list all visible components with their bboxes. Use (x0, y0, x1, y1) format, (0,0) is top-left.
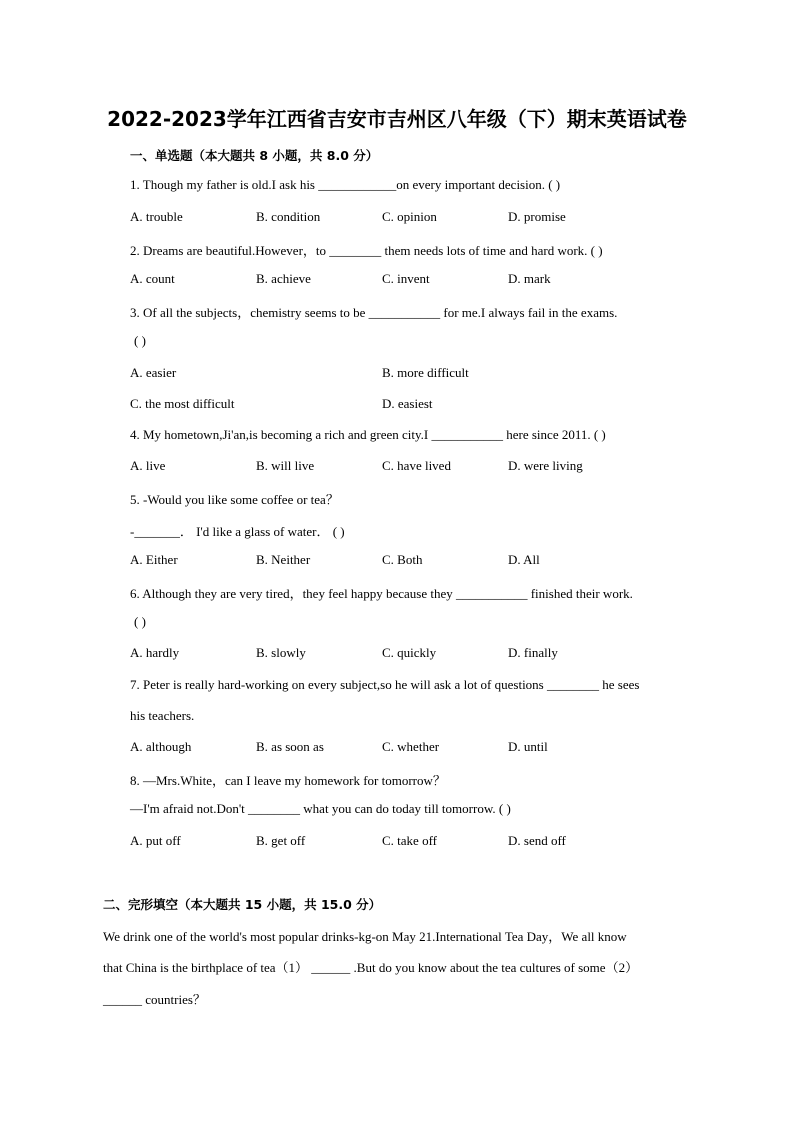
question-2-option-a: A. count (130, 271, 175, 286)
question-4-stem: 4. My hometown,Ji'an,is becoming a rich and green city.I ___________ here since 2011. ( ) (130, 427, 606, 442)
question-6-option-c: C. quickly (382, 645, 437, 660)
paper-title: 2022-2023学年江西省吉安市吉州区八年级（下）期末英语试卷 (107, 107, 687, 131)
passage-line-3: ______ countries？ (103, 992, 206, 1007)
question-5-option-b: B. Neither (256, 552, 311, 567)
question-3-option-a: A. easier (130, 365, 177, 380)
question-8-option-b: B. get off (256, 833, 306, 848)
question-7-stem-continued: his teachers. (130, 708, 195, 723)
question-7-option-b: B. as soon as (256, 739, 324, 754)
question-2-option-c: C. invent (382, 271, 430, 286)
question-1-option-d: D. promise (508, 209, 566, 224)
question-5-option-c: C. Both (382, 552, 423, 567)
question-3-stem: 3. Of all the subjects，chemistry seems to be ___________ for me.I always fail in the exams. (130, 305, 618, 320)
question-1-option-c: C. opinion (382, 209, 437, 224)
question-7-option-c: C. whether (382, 739, 440, 754)
question-1-stem: 1. Though my father is old.I ask his ____________on every important decision. ( ) (130, 177, 561, 192)
question-8-stem-continued: —I'm afraid not.Don't ________ what you can do today till tomorrow. ( ) (130, 801, 511, 816)
question-5-stem-continued: -_______． I'd like a glass of water． ( ) (130, 524, 345, 539)
question-6-stem: 6. Although they are very tired，they feel happy because they ___________ finished their work. (130, 586, 633, 601)
question-2-stem: 2. Dreams are beautiful.However，to ________ them needs lots of time and hard work. ( ) (130, 243, 603, 258)
question-8-option-a: A. put off (130, 833, 181, 848)
question-4-option-b: B. will live (256, 458, 315, 473)
question-7-option-d: D. until (508, 739, 548, 754)
question-4-option-d: D. were living (508, 458, 583, 473)
question-8-option-c: C. take off (382, 833, 437, 848)
passage-line-2: that China is the birthplace of tea（1） ______ .But do you know about the tea cultures of some（2） (103, 960, 639, 975)
question-5-option-a: A. Either (130, 552, 178, 567)
section-heading-cloze: 二、完形填空（本大题共 15 小题，共 15.0 分） (103, 897, 382, 912)
question-2-option-d: D. mark (508, 271, 551, 286)
passage-line-1: We drink one of the world's most popular drinks-kg-on May 21.International Tea Day，We all know (103, 929, 627, 944)
section-heading-single-choice: 一、单选题（本大题共 8 小题，共 8.0 分） (130, 148, 379, 163)
question-3-option-c: C. the most difficult (130, 396, 235, 411)
question-6-option-b: B. slowly (256, 645, 306, 660)
question-6-option-a: A. hardly (130, 645, 180, 660)
question-7-stem: 7. Peter is really hard-working on every subject,so he will ask a lot of questions ________ he sees (130, 677, 640, 692)
question-5-stem: 5. -Would you like some coffee or tea？ (130, 492, 339, 507)
question-4-option-a: A. live (130, 458, 166, 473)
question-7-option-a: A. although (130, 739, 192, 754)
question-3-option-b: B. more difficult (382, 365, 469, 380)
question-1-option-a: A. trouble (130, 209, 183, 224)
question-3-stem-continued: ( ) (134, 333, 146, 348)
question-4-option-c: C. have lived (382, 458, 451, 473)
question-8-option-d: D. send off (508, 833, 566, 848)
question-2-option-b: B. achieve (256, 271, 311, 286)
question-5-option-d: D. All (508, 552, 540, 567)
question-6-stem-continued: ( ) (134, 614, 146, 629)
question-8-stem: 8. —Mrs.White，can I leave my homework for tomorrow？ (130, 773, 446, 788)
question-3-option-d: D. easiest (382, 396, 433, 411)
question-1-option-b: B. condition (256, 209, 321, 224)
question-6-option-d: D. finally (508, 645, 558, 660)
